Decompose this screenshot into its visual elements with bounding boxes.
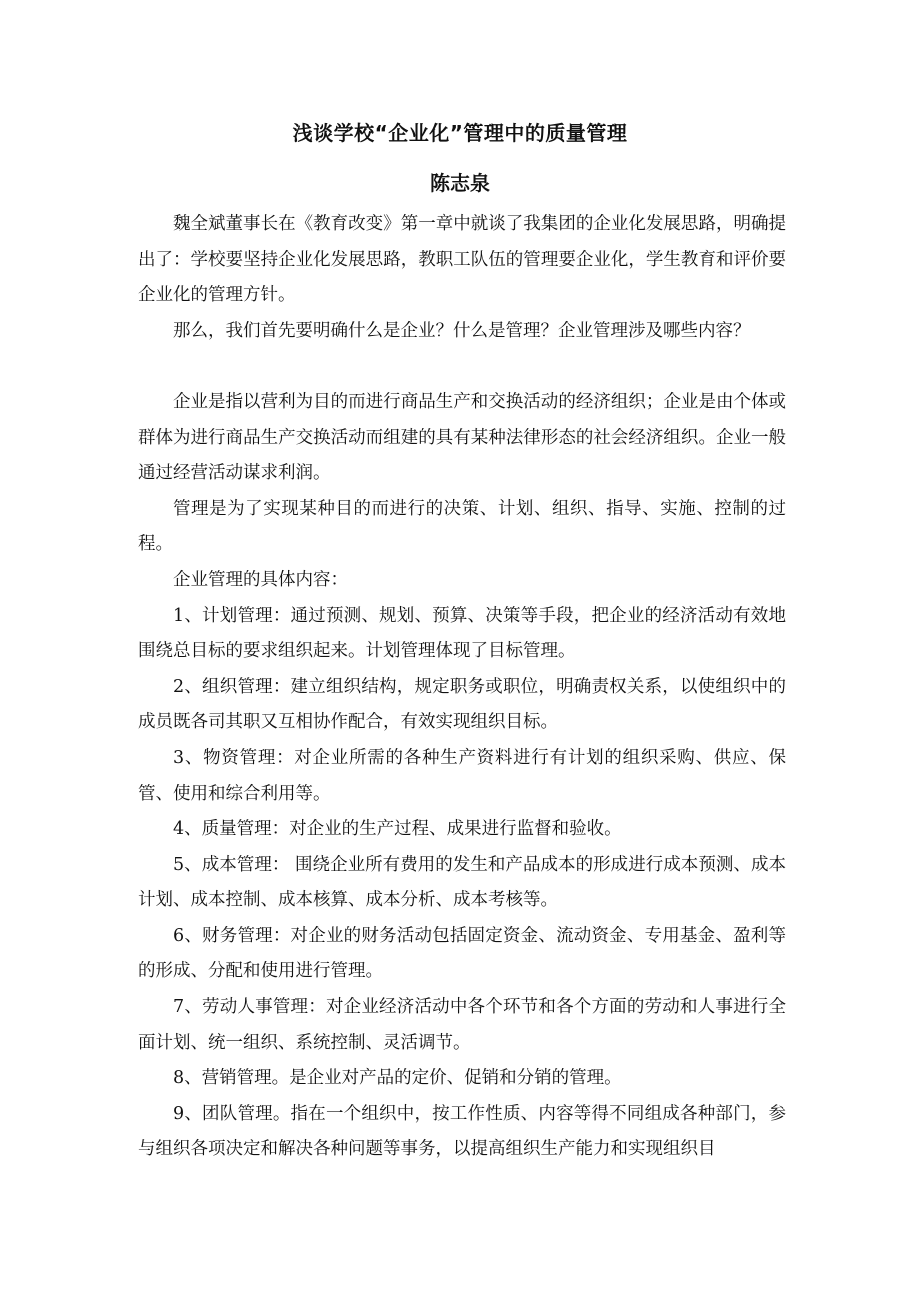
document-title: 浅谈学校“企业化”管理中的质量管理 <box>292 121 628 145</box>
list-item-cost-management: 5、成本管理： 围绕企业所有费用的发生和产品成本的形成进行成本预测、成本计划、成本控制、成本核算、成本分析、成本考核等。 <box>138 854 786 911</box>
paragraph-management-definition: 管理是为了实现某种目的而进行的决策、计划、组织、指导、实施、控制的过程。 <box>138 498 786 555</box>
list-item-marketing-management: 8、营销管理。是企业对产品的定价、促销和分销的管理。 <box>173 1068 622 1089</box>
blank-line <box>138 349 786 385</box>
document-body <box>138 207 786 1168</box>
list-item-organization-management: 2、组织管理：建立组织结构，规定职务或职位，明确责权关系，以使组织中的成员既各司其职又互相协作配合，有效实现组织目标。 <box>138 676 786 733</box>
paragraph-intro: 魏全斌董事长在《教育改变》第一章中就谈了我集团的企业化发展思路，明确提出了：学校要坚持企业化发展思路，教职工队伍的管理要企业化，学生教育和评价要企业化的管理方针。 <box>138 214 786 306</box>
paragraph-enterprise-definition: 企业是指以营利为目的而进行商品生产和交换活动的经济组织；企业是由个体或群体为进行商品生产交换活动而组建的具有某种法律形态的社会经济组织。企业一般通过经营活动谋求利润。 <box>138 391 786 484</box>
list-item-material-management: 3、物资管理：对企业所需的各种生产资料进行有计划的组织采购、供应、保管、使用和综合利用等。 <box>138 747 786 804</box>
list-item-plan-management: 1、计划管理：通过预测、规划、预算、决策等手段，把企业的经济活动有效地围绕总目标的要求组织起来。计划管理体现了目标管理。 <box>138 605 786 662</box>
author-name: 陈志泉 <box>430 171 490 195</box>
list-item-personnel-management: 7、劳动人事管理：对企业经济活动中各个环节和各个方面的劳动和人事进行全面计划、统一组织、系统控制、灵活调节。 <box>138 997 786 1053</box>
list-item-finance-management: 6、财务管理：对企业的财务活动包括固定资金、流动资金、专用基金、盈利等的形成、分配和使用进行管理。 <box>138 925 786 982</box>
list-item-team-management: 9、团队管理。指在一个组织中，按工作性质、内容等得不同组成各种部门，参与组织各项决定和解决各种问题等事务，以提高组织生产能力和实现组织目 <box>138 1103 786 1160</box>
list-item-quality-management: 4、质量管理：对企业的生产过程、成果进行监督和验收。 <box>173 819 622 840</box>
paragraph-questions: 那么，我们首先要明确什么是企业？什么是管理？企业管理涉及哪些内容？ <box>173 320 751 341</box>
paragraph-content-heading: 企业管理的具体内容： <box>173 569 348 590</box>
